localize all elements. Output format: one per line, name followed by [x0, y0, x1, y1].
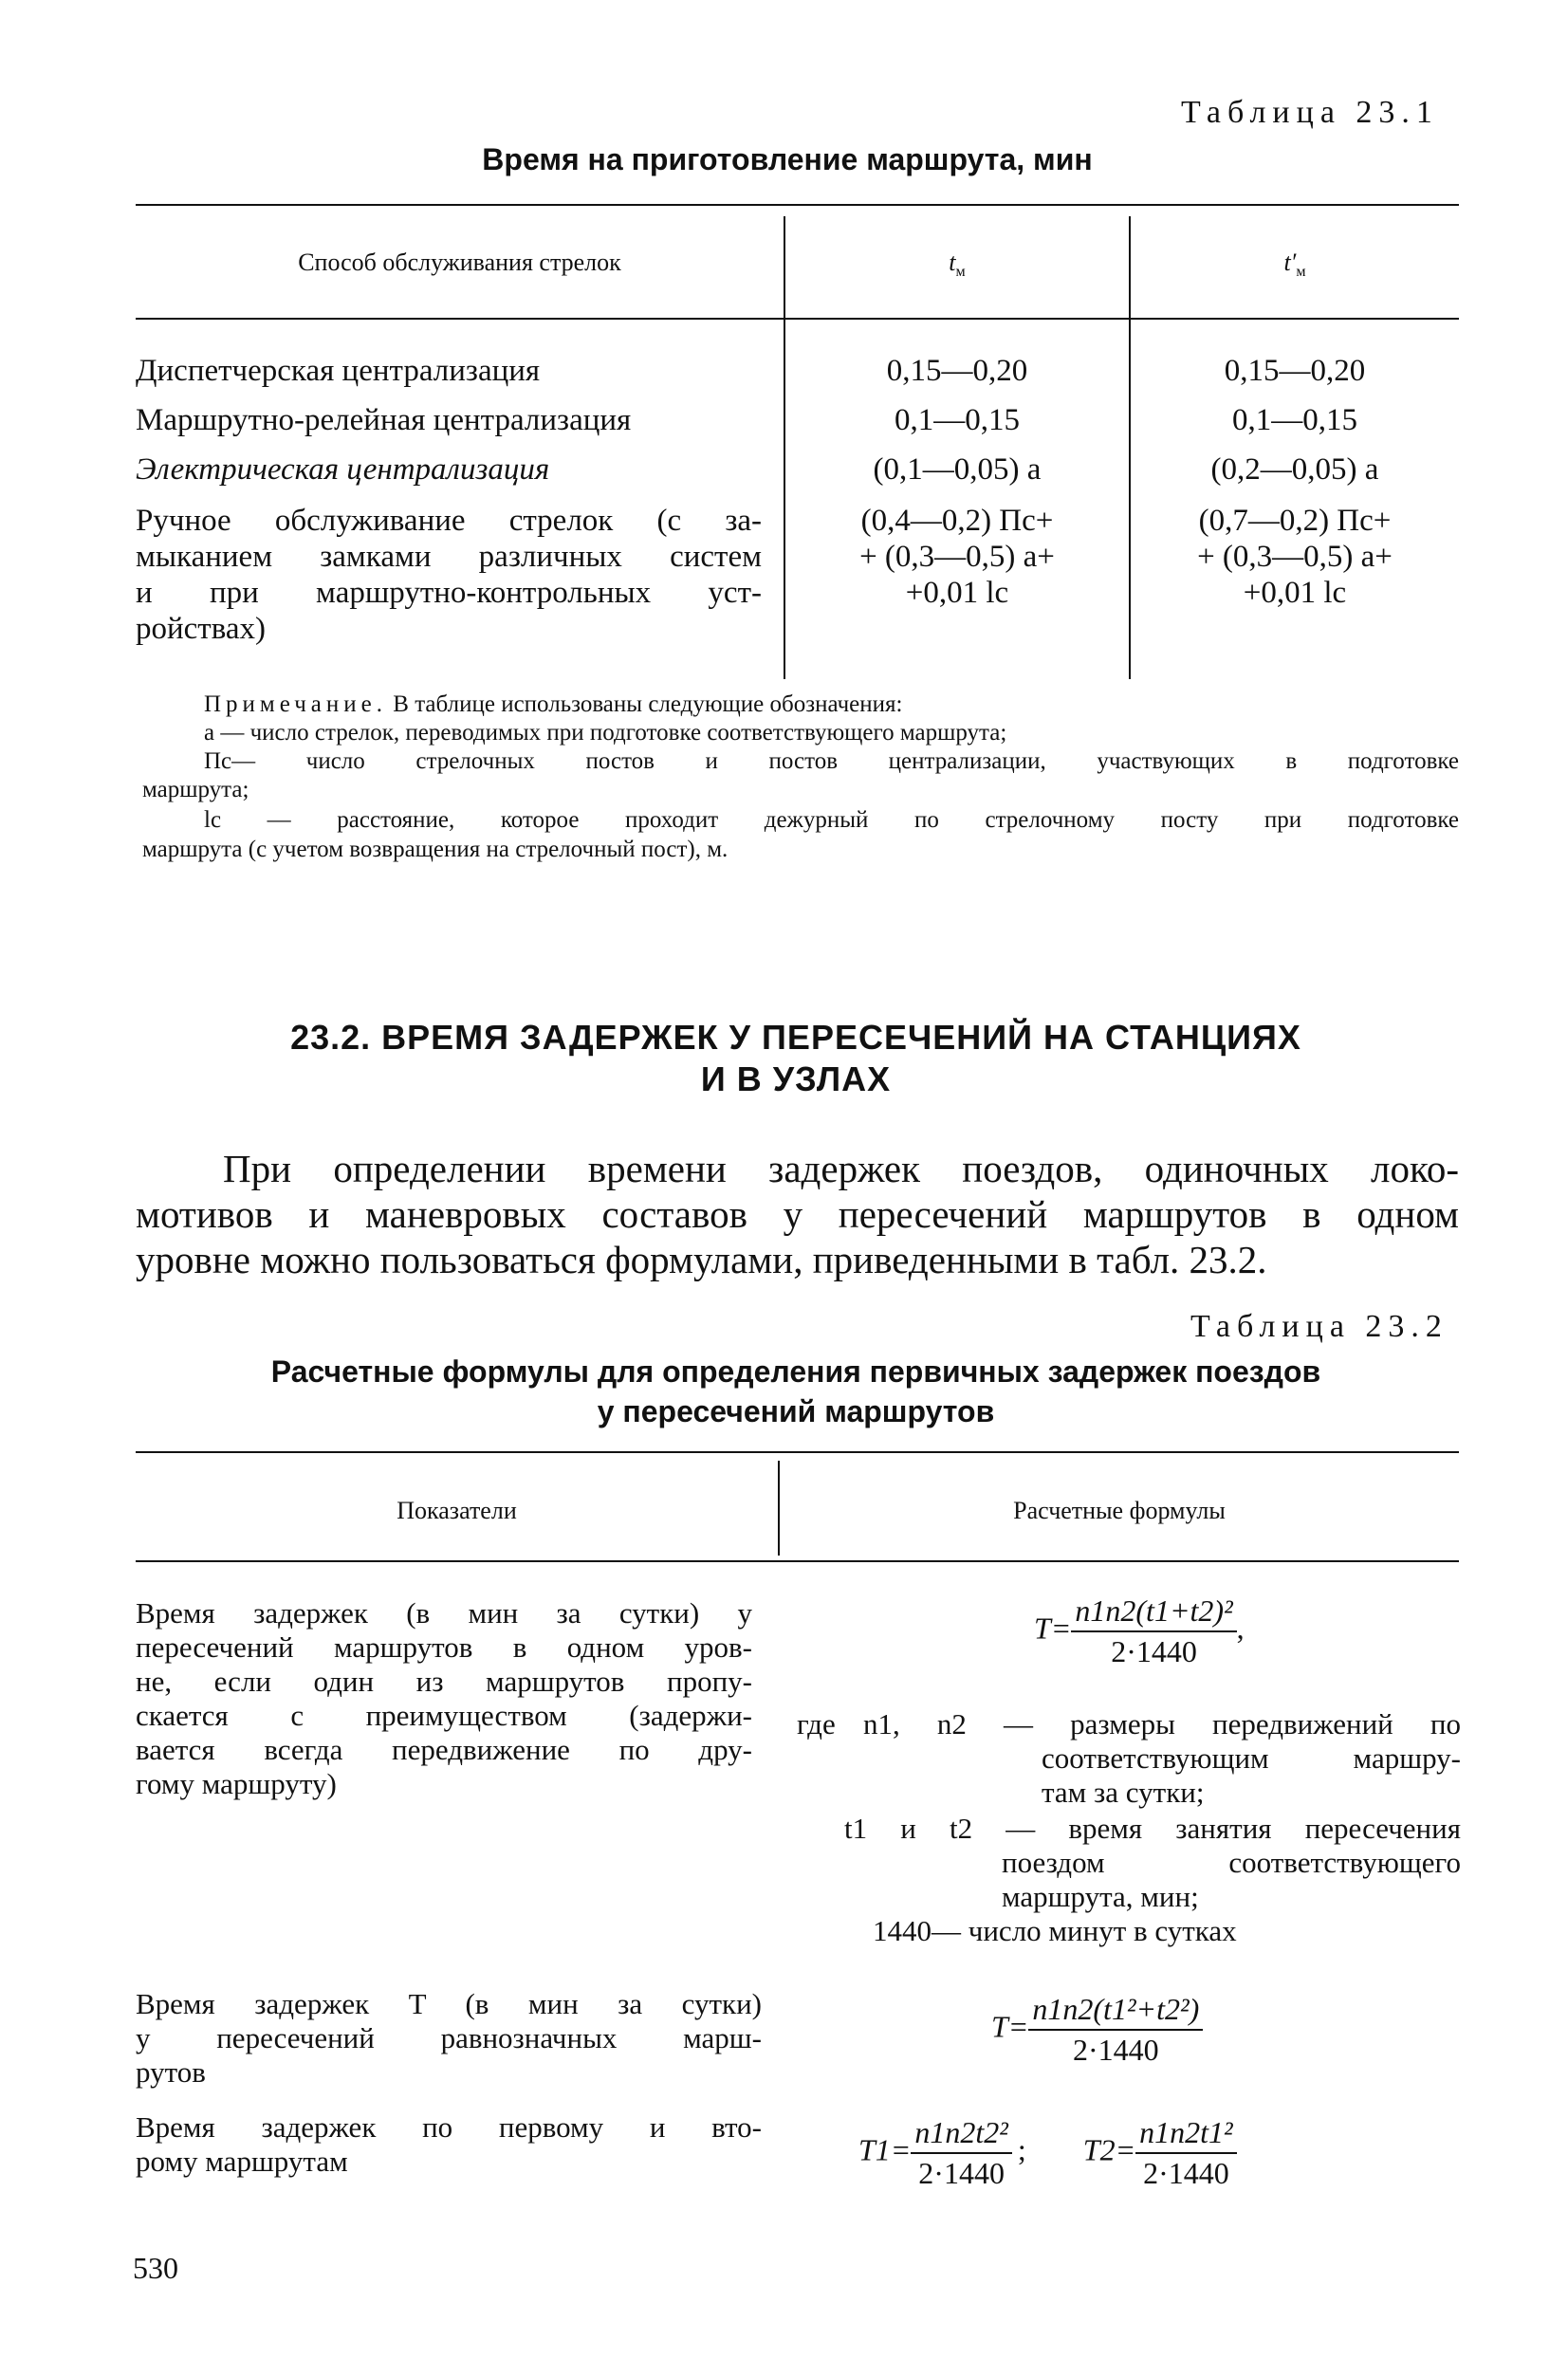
- column-header-method: Способ обслуживания стрелок: [298, 249, 621, 276]
- equal-routes-formula: T= $\frac{\text{n1n2(t1²+t2²)}}{2\cdot 1440}$: [991, 1992, 1203, 2068]
- delay-formula: T= $\frac{\text{n1n2(t1+t2)²}}{2\cdot 1440}$ ,: [1034, 1593, 1245, 1668]
- table-note-line: маршрута (с учетом возвращения на стрелочный пост), м.: [142, 837, 729, 862]
- table-title: Время на приготовление маршрута, мин: [482, 142, 1093, 176]
- table-title: Расчетные формулы для определения первичных задержек поездов: [270, 1354, 1321, 1389]
- table-cell-tm-prime: (0,7—0,2) Пc+ + (0,3—0,5) a+ +0,01 lc: [1197, 504, 1393, 610]
- table-cell-tm-prime: 0,1—0,15: [1232, 403, 1357, 437]
- table-title: у пересечений маршрутов: [597, 1394, 995, 1428]
- table-cell-tm-prime: (0,2—0,05) a: [1210, 452, 1379, 487]
- column-header-formulas: Расчетные формулы: [1013, 1497, 1226, 1524]
- indicator-description: Время задержек T (в мин за сутки) у пересечений равнозначных марш- рутов: [136, 1987, 762, 2089]
- table-note-line: lc — расстояние, которое проходит дежурный по стрелочному посту при подготовке: [204, 807, 1459, 833]
- indicator-description: Время задержек по первому и вто- рому маршрутам: [136, 2110, 762, 2178]
- table-cell-tm-prime: 0,15—0,20: [1224, 354, 1366, 388]
- page-number: 530: [133, 2251, 178, 2285]
- table-rule-header: [136, 1560, 1459, 1562]
- table-cell-tm: (0,4—0,2) Пc+ + (0,3—0,5) a+ +0,01 lc: [859, 504, 1055, 610]
- indicator-description: Время задержек (в мин за сутки) у пересечений маршрутов в одном уров- не, если один из маршрутов пропу- скается с преимуществом (задержи- вается всегда передвижение по дру- гому маршруту): [136, 1596, 752, 1800]
- column-header-tm: $t_м$: [949, 249, 966, 281]
- section-heading: И В УЗЛАХ: [700, 1059, 892, 1098]
- table-cell-tm: (0,1—0,05) a: [873, 452, 1042, 487]
- per-route-formulas: T1= $\frac{\text{n1n2t2²}}{2\cdot 1440}$ ; T2= $\frac{\text{n1n2t1²}}{2\cdot 1440}$: [858, 2115, 1237, 2191]
- table-label: Таблица 23.1: [1181, 95, 1439, 130]
- section-heading: 23.2. ВРЕМЯ ЗАДЕРЖЕК У ПЕРЕСЕЧЕНИЙ НА СТАНЦИЯХ: [290, 1018, 1301, 1057]
- section-paragraph: При определении времени задержек поездов, одиночных локо- мотивов и маневровых составов у пересечений маршрутов в одном уровне можно пользоваться формулами, приведенными в табл. 23.2.: [136, 1147, 1459, 1281]
- table-rule-header: [136, 318, 1459, 320]
- formula-legend: где n1, n2 — размеры передвижений по соответствующим маршру- там за сутки; t1 и t2 — время занятия пересечения поездом соответствующего маршрута, мин; 1440— число минут в сутках: [797, 1707, 1461, 1947]
- table-rule-top: [136, 1451, 1459, 1453]
- table-note-line: маршрута;: [142, 777, 249, 802]
- column-header-indicators: Показатели: [397, 1497, 517, 1524]
- column-header-tm-prime: $t'_м$: [1283, 249, 1306, 281]
- table-cell-method: Маршрутно-релейная централизация: [136, 403, 632, 437]
- table-cell-tm: 0,15—0,20: [886, 354, 1028, 388]
- table-cell-tm: 0,1—0,15: [895, 403, 1020, 437]
- table-note-line: Пc— число стрелочных постов и постов централизации, участвующих в подготовке: [204, 748, 1459, 774]
- table-note: Примечание. В таблице использованы следующие обозначения:: [204, 691, 903, 717]
- table-cell-method: Электрическая централизация: [136, 452, 550, 487]
- table-rule-top: [136, 204, 1459, 206]
- table-cell-method: Ручное обслуживание стрелок (с за- мыканием замками различных систем и при маршрутно-контрольных уст- ройствах): [136, 504, 762, 646]
- table-cell-method: Диспетчерская централизация: [136, 354, 541, 388]
- table-note-line: a — число стрелок, переводимых при подготовке соответствующего маршрута;: [204, 720, 1007, 746]
- table-label: Таблица 23.2: [1190, 1309, 1448, 1344]
